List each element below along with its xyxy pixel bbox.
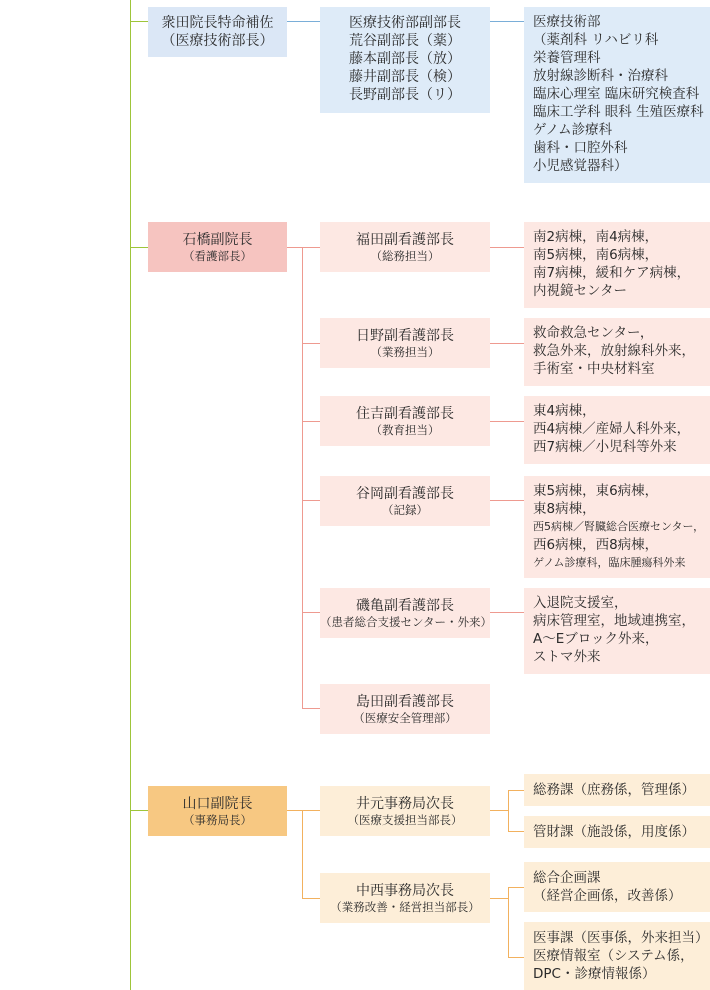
deputy-line: 長野副部長（リ）	[349, 87, 461, 103]
ward-line: 手術室・中央材料室	[533, 361, 655, 377]
deputy-name: 井元事務局次長	[356, 795, 454, 812]
ward-box	[524, 396, 710, 464]
deputy-role: （総務担当）	[370, 248, 440, 263]
ward-line: 東5病棟，東6病棟，	[533, 483, 659, 499]
deputy-role: （医療支援担当部長）	[347, 812, 463, 827]
nursing-deputy-box	[320, 684, 490, 734]
deputy-role: （患者総合支援センター・外来）	[320, 614, 493, 629]
exec2-role: （看護部長）	[183, 248, 252, 263]
ward-line: 病床管理室，地域連携室，	[533, 613, 695, 629]
deputy-line: 荒谷副部長（薬）	[349, 33, 461, 49]
deputy-line: 医療技術部副部長	[349, 15, 461, 31]
section-label: 総務課（庶務係，管理係）	[533, 782, 695, 798]
deputy-role: （業務改善・経営担当部長）	[330, 899, 480, 914]
deputy-role: （業務担当）	[370, 344, 440, 359]
deputy-role: （記録）	[382, 502, 428, 517]
dept-line: （薬剤科 リハビリ科	[533, 32, 659, 48]
exec1-dept-box	[524, 7, 710, 183]
ward-line: 南5病棟，南6病棟，	[533, 247, 659, 263]
dept-line: 栄養管理科	[533, 50, 601, 66]
section-box	[524, 774, 710, 806]
ward-box	[524, 476, 710, 578]
ward-line: 西4病棟／産婦人科外来，	[533, 421, 691, 437]
ward-line: 東4病棟，	[533, 403, 596, 419]
exec1-deputy-box	[320, 7, 490, 113]
ward-line: 南7病棟，緩和ケア病棟，	[533, 265, 691, 281]
exec1-role: （医療技術部長）	[161, 33, 274, 49]
dept-line: 小児感覚器科）	[533, 158, 628, 174]
ward-line: 内視鏡センター	[533, 283, 627, 299]
deputy-name: 島田副看護部長	[356, 693, 454, 710]
deputy-name: 福田副看護部長	[356, 231, 454, 248]
ward-line: 救命救急センター，	[533, 325, 654, 341]
nursing-deputy-box	[320, 588, 493, 638]
ward-line: 南2病棟，南4病棟，	[533, 229, 659, 245]
dept-line: 医療技術部	[533, 14, 601, 30]
dept-line: 歯科・口腔外科	[533, 140, 628, 156]
exec1-box	[148, 7, 287, 57]
deputy-name: 磯亀副看護部長	[356, 597, 454, 614]
exec3-role: （事務局長）	[183, 812, 252, 827]
deputy-line: 藤井副部長（検）	[349, 69, 461, 85]
section-label: 総合企画課 （経営企画係，改善係）	[533, 870, 682, 904]
section-box	[524, 862, 710, 912]
ward-box	[524, 222, 710, 308]
ward-line: 救急外来，放射線科外来，	[533, 343, 695, 359]
ward-line: 西5病棟／腎臓総合医療センター，	[533, 520, 705, 533]
ward-line: 西6病棟，西8病棟，	[533, 537, 659, 553]
section-box	[524, 816, 710, 848]
exec2-box	[148, 222, 287, 272]
ward-box	[524, 588, 710, 674]
deputy-line: 藤本副部長（放）	[349, 51, 461, 67]
deputy-name: 中西事務局次長	[356, 882, 454, 899]
nursing-deputy-box	[320, 222, 490, 272]
exec3-box	[148, 786, 287, 836]
nursing-deputy-box	[320, 318, 490, 368]
nursing-deputy-box	[320, 476, 490, 526]
dept-line: 臨床心理室 臨床研究検査科	[533, 86, 700, 102]
ward-line: A～Eブロック外来，	[533, 631, 659, 647]
section-label: 管財課（施設係，用度係）	[533, 824, 695, 840]
dept-line: 臨床工学科 眼科 生殖医療科	[533, 104, 704, 120]
deputy-name: 谷岡副看護部長	[356, 485, 454, 502]
ward-line: ストマ外来	[533, 649, 601, 665]
section-label: 医事課（医事係，外来担当） 医療情報室（システム係， DPC・診療情報係）	[533, 930, 709, 982]
deputy-name: 住吉副看護部長	[356, 405, 454, 422]
admin-deputy-box	[320, 873, 490, 923]
deputy-name: 日野副看護部長	[356, 327, 454, 344]
nursing-deputy-box	[320, 396, 490, 446]
dept-line: 放射線診断科・治療科	[533, 68, 668, 84]
section-box	[524, 922, 710, 990]
deputy-role: （医療安全管理部）	[353, 710, 457, 725]
admin-deputy-box	[320, 786, 490, 836]
ward-line: 西7病棟／小児科等外来	[533, 439, 677, 455]
exec3-name: 山口副院長	[182, 795, 253, 812]
ward-line: 東8病棟，	[533, 501, 596, 517]
exec2-name: 石橋副院長	[182, 231, 253, 248]
ward-box	[524, 318, 710, 386]
ward-line: ゲノム診療科，臨床腫瘍科外来	[533, 556, 686, 569]
deputy-role: （教育担当）	[370, 422, 440, 437]
exec1-name: 衆田院長特命補佐	[161, 15, 274, 31]
dept-line: ゲノム診療科	[533, 122, 613, 138]
ward-line: 入退院支援室，	[533, 595, 628, 611]
